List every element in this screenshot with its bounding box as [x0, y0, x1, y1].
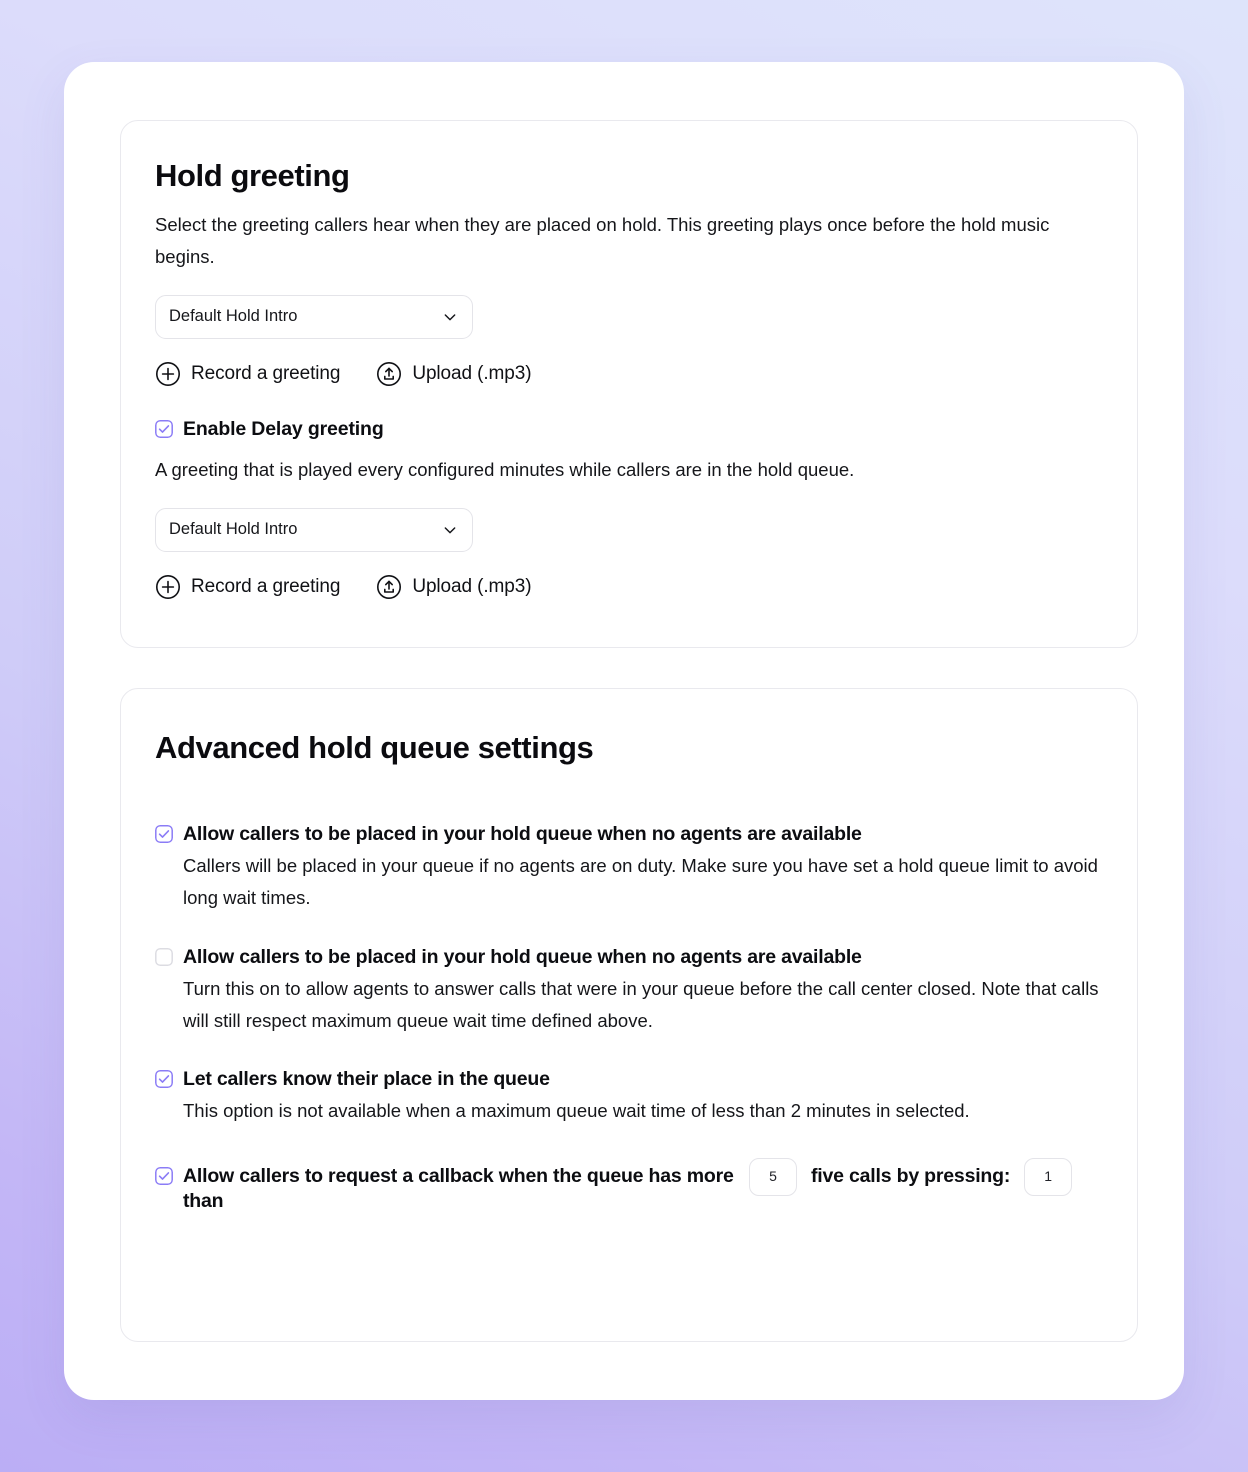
advanced-option-title: Allow callers to be placed in your hold queue when no agents are available — [183, 945, 862, 968]
callback-text-middle: five calls by pressing: — [811, 1165, 1011, 1188]
record-greeting-button[interactable] — [155, 361, 340, 387]
advanced-option-description: Callers will be placed in your queue if no agents are on duty. Make sure you have set a hold queue limit to avoid long wait times. — [183, 855, 1098, 908]
delay-greeting-select-value: Default Hold Intro — [169, 520, 298, 539]
allow-callback-request-checkbox[interactable] — [155, 1167, 173, 1185]
callback-queue-count-input[interactable]: 5 — [749, 1158, 797, 1196]
delay-record-greeting-label: Record a greeting — [191, 575, 341, 597]
hold-greeting-description: Select the greeting callers hear when they are placed on hold. This greeting plays once before the hold music begins. — [155, 214, 1050, 267]
answer-queued-calls-after-close-checkbox[interactable] — [155, 948, 173, 966]
page-title: Hold greeting — [155, 158, 350, 193]
delay-record-greeting-button[interactable] — [155, 574, 340, 600]
chevron-down-icon — [442, 309, 458, 325]
advanced-hold-queue-card — [120, 688, 1138, 1342]
delay-greeting-description: A greeting that is played every configured minutes while callers are in the hold queue. — [155, 459, 855, 481]
plus-circle-icon — [155, 361, 181, 387]
chevron-down-icon — [442, 522, 458, 538]
enable-delay-greeting-checkbox[interactable] — [155, 420, 173, 438]
delay-greeting-select[interactable] — [155, 508, 473, 552]
delay-upload-greeting-label: Upload (.mp3) — [412, 575, 532, 597]
hold-greeting-select-value: Default Hold Intro — [169, 307, 298, 326]
advanced-option-title: Let callers know their place in the queue — [183, 1068, 550, 1091]
enable-delay-greeting-label: Enable Delay greeting — [183, 417, 384, 440]
advanced-options-list — [155, 822, 1103, 1214]
allow-callers-no-agents-checkbox[interactable] — [155, 825, 173, 843]
advanced-option-title: Allow callers to be placed in your hold queue when no agents are available — [183, 823, 862, 846]
hold-greeting-actions — [155, 361, 1103, 387]
delay-upload-greeting-button[interactable] — [376, 574, 531, 600]
advanced-option-description: Turn this on to allow agents to answer calls that were in your queue before the call center closed. Note that calls will still respect maximum queue wait time defined above. — [183, 977, 1099, 1031]
advanced-option-description: This option is not available when a maximum queue wait time of less than 2 minutes in selected. — [183, 1100, 970, 1122]
hold-greeting-select[interactable] — [155, 295, 473, 339]
upload-greeting-label: Upload (.mp3) — [412, 362, 532, 384]
upload-circle-icon — [376, 574, 402, 600]
upload-circle-icon — [376, 361, 402, 387]
advanced-option-row[interactable] — [155, 1067, 1103, 1127]
callback-option-row[interactable] — [155, 1164, 1103, 1214]
callback-key-input[interactable]: 1 — [1024, 1158, 1072, 1196]
delay-greeting-actions — [155, 574, 1103, 600]
hold-greeting-card — [120, 120, 1138, 648]
upload-greeting-button[interactable] — [376, 361, 531, 387]
advanced-option-row[interactable] — [155, 822, 1103, 914]
announce-queue-position-checkbox[interactable] — [155, 1070, 173, 1088]
record-greeting-label: Record a greeting — [191, 362, 341, 384]
plus-circle-icon — [155, 574, 181, 600]
enable-delay-greeting-row[interactable] — [155, 417, 1103, 442]
settings-panel — [64, 62, 1184, 1400]
callback-text-before: Allow callers to request a callback when the queue has more than — [183, 1165, 734, 1213]
advanced-option-row[interactable] — [155, 945, 1103, 1037]
advanced-section-title: Advanced hold queue settings — [155, 730, 594, 765]
